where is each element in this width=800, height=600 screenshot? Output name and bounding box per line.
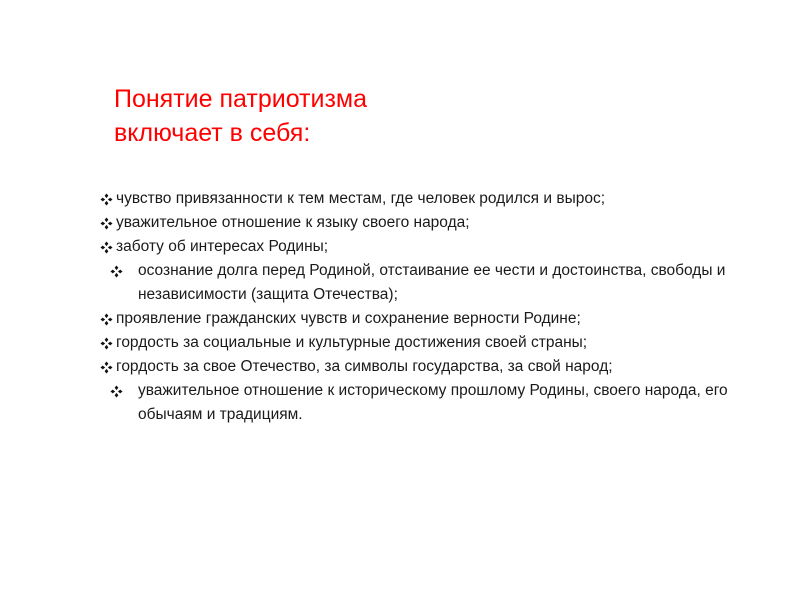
list-item: [100, 187, 730, 211]
list-item-text: чувство привязанности к тем местам, где человек родился и вырос;: [116, 190, 606, 207]
list-item: [100, 259, 730, 307]
list-item: [100, 307, 730, 331]
diamond-bullet-icon: [100, 337, 113, 350]
list-item: [100, 355, 730, 379]
list-item-text: заботу об интересах Родины;: [116, 238, 329, 255]
list-item: [100, 379, 730, 427]
list-item-text: гордость за свое Отечество, за символы государства, за свой народ;: [116, 358, 613, 375]
diamond-bullet-icon: [100, 361, 113, 374]
diamond-bullet-icon: [100, 313, 113, 326]
list-item-text: гордость за социальные и культурные достижения своей страны;: [116, 334, 588, 351]
diamond-bullet-icon: [100, 241, 113, 254]
list-item-text: проявление гражданских чувств и сохранение верности Родине;: [116, 310, 581, 327]
diamond-bullet-icon: [110, 385, 123, 398]
slide-title-line-1: Понятие патриотизма: [114, 85, 368, 113]
bullet-list: [100, 187, 730, 427]
diamond-bullet-icon: [110, 265, 123, 278]
list-item: [100, 235, 730, 259]
list-item: [100, 331, 730, 355]
slide-title: [114, 82, 367, 150]
list-item-text: осознание долга перед Родиной, отстаивание ее чести и достоинства, свободы и независимости (защита Отечества);: [138, 262, 726, 303]
diamond-bullet-icon: [100, 217, 113, 230]
slide-title-line-2: включает в себя:: [114, 119, 311, 147]
list-item-text: уважительное отношение к языку своего народа;: [116, 214, 470, 231]
diamond-bullet-icon: [100, 193, 113, 206]
list-item: [100, 211, 730, 235]
list-item-text: уважительное отношение к историческому прошлому Родины, своего народа, его обычаям и традициям.: [138, 382, 728, 423]
